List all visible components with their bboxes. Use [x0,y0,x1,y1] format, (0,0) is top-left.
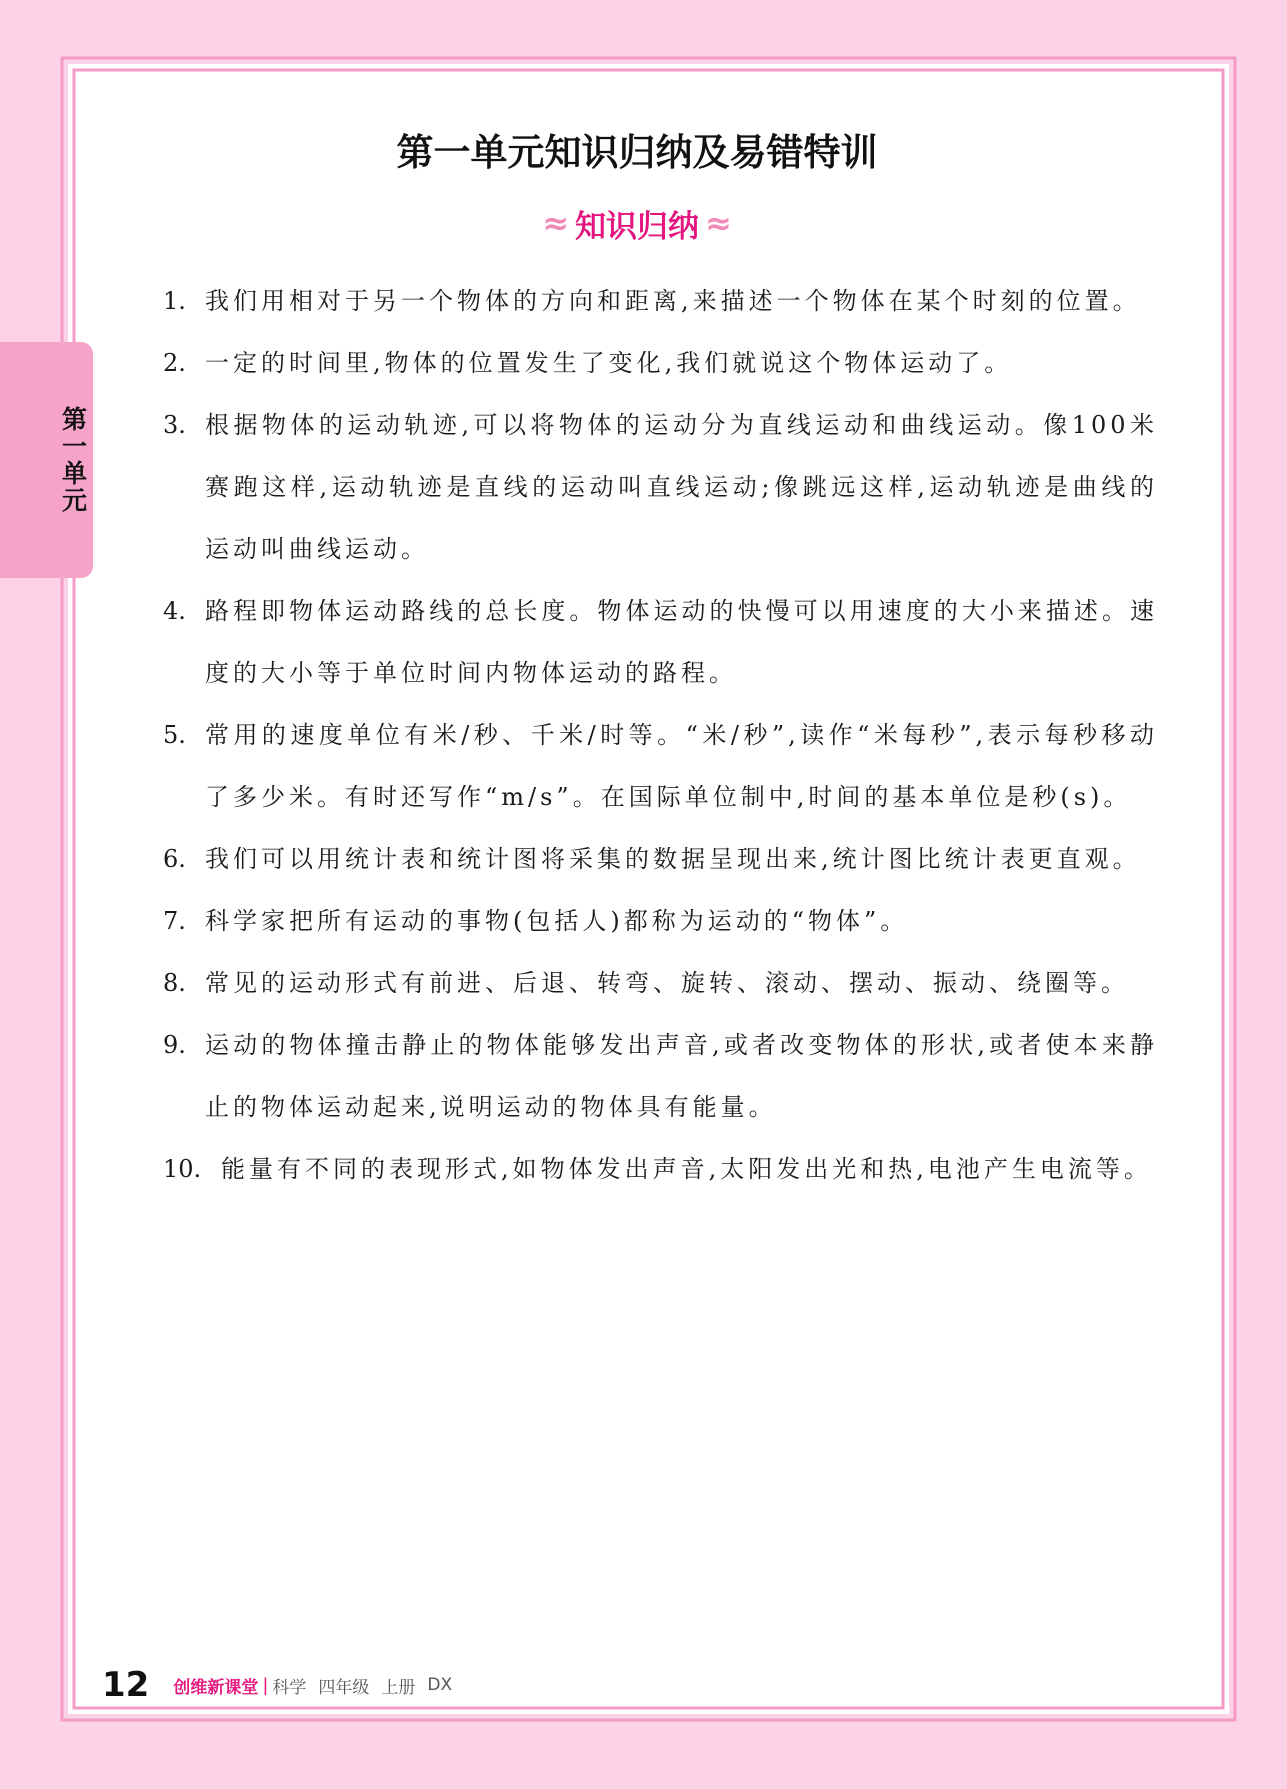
knowledge-item-1 [163,270,1158,332]
knowledge-item-2 [163,332,1158,394]
footer-subject: 科学 [272,1677,307,1698]
knowledge-item-7 [163,890,1158,952]
footer-edition: DX [427,1675,453,1695]
footer-separator: | [262,1674,269,1696]
item-text: 一定的时间里,物体的位置发生了变化,我们就说这个物体运动了。 [205,349,1013,377]
item-text: 常见的运动形式有前进、后退、转弯、旋转、滚动、摆动、振动、绕圈等。 [205,969,1129,997]
wave-decoration-right-icon: ≈ [705,204,732,242]
item-text: 常用的速度单位有米/秒、千米/时等。“米/秒”,读作“米每秒”,表示每秒移动了多少米。有时还写作“m/s”。在国际单位制中,时间的基本单位是秒(s)。 [205,721,1158,811]
knowledge-item-4 [163,580,1158,704]
unit-side-tab-label: 第一单元 [58,406,88,514]
unit-side-tab [0,342,93,578]
item-number: 9. [163,1031,186,1059]
item-number: 7. [163,907,186,935]
item-text: 科学家把所有运动的事物(包括人)都称为运动的“物体”。 [205,907,909,935]
item-number: 3. [163,411,186,439]
page-number: 12 [102,1665,150,1705]
item-number: 4. [163,597,186,625]
knowledge-item-3 [163,394,1158,580]
section-heading-label: 知识归纳 [575,208,699,245]
brand-name: 创维新课堂 [173,1677,259,1698]
footer-volume: 上册 [381,1677,416,1698]
footer-grade: 四年级 [318,1677,370,1698]
section-heading [420,198,854,248]
wave-decoration-left-icon: ≈ [542,204,569,242]
knowledge-list [163,270,1158,1200]
knowledge-item-6 [163,828,1158,890]
knowledge-item-10 [163,1138,1158,1200]
item-number: 1. [163,287,186,315]
item-text: 能量有不同的表现形式,如物体发出声音,太阳发出光和热,电池产生电流等。 [221,1155,1152,1183]
item-text: 我们用相对于另一个物体的方向和距离,来描述一个物体在某个时刻的位置。 [205,287,1141,315]
item-number: 8. [163,969,186,997]
page-footer [102,1663,464,1707]
item-text: 根据物体的运动轨迹,可以将物体的运动分为直线运动和曲线运动。像100米赛跑这样,运动轨迹是直线的运动叫直线运动;像跳远这样,运动轨迹是曲线的运动叫曲线运动。 [205,411,1158,563]
knowledge-item-9 [163,1014,1158,1138]
item-text: 路程即物体运动路线的总长度。物体运动的快慢可以用速度的大小来描述。速度的大小等于单位时间内物体运动的路程。 [205,597,1158,687]
item-text: 运动的物体撞击静止的物体能够发出声音,或者改变物体的形状,或者使本来静止的物体运动起来,说明运动的物体具有能量。 [205,1031,1158,1121]
item-number: 5. [163,721,186,749]
item-number: 10. [163,1155,202,1183]
item-number: 6. [163,845,186,873]
knowledge-item-5 [163,704,1158,828]
item-text: 我们可以用统计表和统计图将采集的数据呈现出来,统计图比统计表更直观。 [205,845,1141,873]
page-title: 第一单元知识归纳及易错特训 [396,131,878,174]
knowledge-item-8 [163,952,1158,1014]
item-number: 2. [163,349,186,377]
